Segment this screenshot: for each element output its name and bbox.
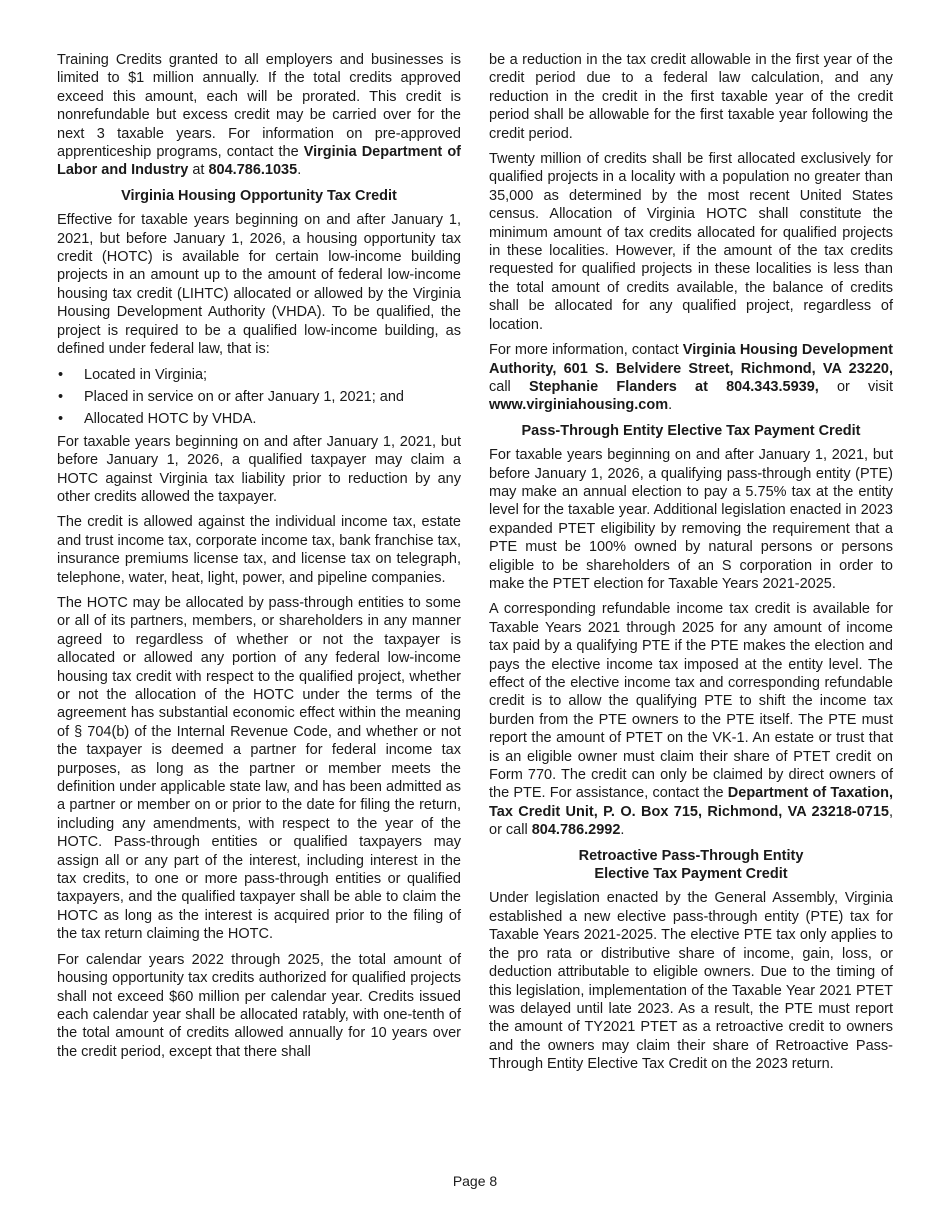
ptet-paragraph-1: For taxable years beginning on and after January 1, 2021, but before January 1, 2026, a qualifying pass-through entity (PTE) may make an annual election to pay a 5.75% tax at the entity level for the taxable year. Additional legislation enacted in 2023 expanded PTET eligibility by removing the requirement that a PTE must be 100% owned by natural persons or persons eligible to be shareholders of an S corporation in order to make the PTET election for Taxable Years 2021-2025. bbox=[489, 447, 893, 592]
hotc-heading: Virginia Housing Opportunity Tax Credit bbox=[121, 187, 397, 204]
ptet-heading: Pass-Through Entity Elective Tax Payment Credit bbox=[521, 422, 861, 439]
page-number: Page 8 bbox=[452, 1173, 498, 1189]
hotc-continued-paragraph-2: Twenty million of credits shall be first allocated exclusively for qualified projects in a locality with a population no greater than 35,000 as determined by the most recent United States census. Allocation of Virginia HOTC shall constitute the minimum amount of tax credits allocated for qualified projects in these localities. However, if the amount of the tax credits requested for qualified projects in these localities is less than the total amount of credits available, the balance of credits shall be allocated for any qualified project, regardless of location. bbox=[489, 151, 893, 333]
right-column bbox=[489, 51, 893, 1081]
vhda-address: Virginia Housing Development Authority, 601 S. Belvidere Street, Richmond, VA 23220, bbox=[489, 342, 893, 377]
vhda-website: www.virginiahousing.com bbox=[489, 397, 669, 414]
hotc-continued-paragraph-1: be a reduction in the tax credit allowable in the first year of the credit period due to a federal law calculation, and any reduction in the credit in the first taxable year of the credit period shall be allowable for the first taxable year following the credit period. bbox=[489, 52, 893, 142]
list-item: • Allocated HOTC by VHDA. bbox=[57, 410, 461, 428]
labor-industry-org: Virginia Department of Labor and Industry bbox=[57, 144, 462, 179]
tax-credit-unit-phone: 804.786.2992 bbox=[531, 822, 621, 839]
hotc-paragraph-4: The HOTC may be allocated by pass-through entities to some or all of its partners, members, or shareholders in any manner agreed to regardless of whether or not the taxpayer is allocated or allowed any portion of any federal low-income housing tax credit with respect to the qualified project, whether or not the allocation of the HOTC under the terms of the agreement has substantial economic effect within the meaning of § 704(b) of the Internal Revenue Code, and whether or not the taxpayer is deemed a partner for federal income tax purposes, as long as the partner or member meets the definition under applicable state law, and has been admitted as a partner or member on or prior to the date for filing the return, including any amendments, with respect to the year of the HOTC. Pass-through entities or qualified taxpayers may assign all or any part of the interest, including interest in the tax credits, to one or more pass-through entities or qualified taxpayers, and the qualified taxpayer shall be able to claim the HOTC as long as the interest is acquired prior to the filing of the tax return claiming the HOTC. bbox=[57, 594, 461, 943]
training-credits-paragraph: Training Credits granted to all employers and businesses is limited to $1 million annually. If the total credits approved exceed this amount, each will be prorated. This credit is nonrefundable but excess credit may be carried over for the next 3 taxable years. For information on pre-approved apprenticeship programs, contact the Virginia Department of Labor and Industry at 804.786.1035. bbox=[57, 52, 462, 179]
vhda-contact-person: Stephanie Flanders at 804.343.5939, bbox=[528, 378, 819, 395]
hotc-paragraph-3: The credit is allowed against the individual income tax, estate and trust income tax, corporate income tax, bank franchise tax, insurance premiums license tax, and license tax on telegraph, telephone, water, heat, light, power, and pipeline companies. bbox=[57, 514, 461, 586]
labor-industry-phone: 804.786.1035 bbox=[208, 162, 298, 179]
list-item: • Placed in service on or after January 1, 2021; and bbox=[57, 388, 461, 406]
hotc-paragraph-1: Effective for taxable years beginning on and after January 1, 2021, but before January 1, 2026, a housing opportunity tax credit (HOTC) is available for certain low-income building projects in an amount up to the amount of federal low-income housing tax credit (LIHTC) allocated or allowed by the Virginia Housing Development Authority (VHDA). To be qualified, the project is required to be a qualified low-income building, as defined under federal law, that is: bbox=[57, 212, 461, 358]
list-item: • Located in Virginia; bbox=[57, 366, 461, 384]
hotc-requirements-list bbox=[57, 366, 461, 429]
hotc-paragraph-5: For calendar years 2022 through 2025, the total amount of housing opportunity tax credits authorized for qualified projects shall not exceed $60 million per calendar year. Credits issued each calendar year shall be allocated ratably, with one-tenth of the total amount of credits allowed annually for 10 years over the credit period, except that there shall bbox=[57, 951, 461, 1060]
left-column bbox=[57, 51, 461, 1068]
tax-credit-unit-address: Department of Taxation, Tax Credit Unit, P. O. Box 715, Richmond, VA 23218-0715 bbox=[489, 785, 894, 820]
vhda-contact-paragraph: For more information, contact Virginia Housing Development Authority, 601 S. Belvidere Street, Richmond, VA 23220, call Stephanie Flanders at 804.343.5939, or visit www.virginiahousing.com. bbox=[489, 342, 893, 414]
retroactive-ptet-heading: Retroactive Pass-Through Entity Elective Tax Payment Credit bbox=[578, 847, 804, 883]
hotc-paragraph-2: For taxable years beginning on and after January 1, 2021, but before January 1, 2026, a qualified taxpayer may claim a HOTC against Virginia tax liability prior to reduction by any other credits allowed the taxpayer. bbox=[57, 433, 461, 505]
ptet-paragraph-2: A corresponding refundable income tax credit is available for Taxable Years 2021 through 2025 for any amount of income tax paid by a qualifying PTE if the PTE makes the election and pays the elective income tax imposed at the entity level. The effect of the elective income tax and corresponding refundable credit is to allow the qualifying PTE to shift the income tax burden from the PTE owners to the PTE itself. The PTE must report the amount of PTET on the VK-1. An estate or trust that is an eligible owner must claim their share of PTET credit on Form 770. The credit can only be claimed by direct owners of the PTE. For assistance, contact the Department of Taxation, Tax Credit Unit, P. O. Box 715, Richmond, VA 23218-0715, or call 804.786.2992. bbox=[489, 601, 894, 839]
retroactive-ptet-paragraph: Under legislation enacted by the General Assembly, Virginia established a new elective pass-through entity (PTE) tax for Taxable Years 2021-2025. The elective PTE tax only applies to the pro rata or distributive share of income, gain, loss, or deduction attributable to eligible owners. Due to the timing of this legislation, implementation of the Taxable Year 2021 PTET was delayed until late 2023. As a result, the PTE must report the amount of TY2021 PTET as a retroactive credit to owners and the owners may claim their share of Retroactive Pass-Through Entity Elective Tax Credit on the 2023 return. bbox=[489, 890, 893, 1073]
